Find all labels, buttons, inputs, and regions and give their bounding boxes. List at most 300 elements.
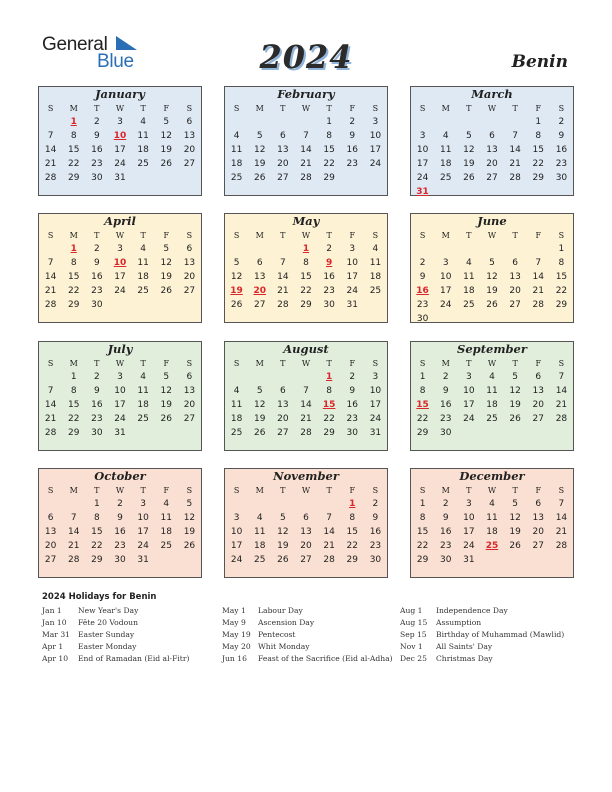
day-cell: 24 — [416, 173, 429, 183]
week-row — [225, 115, 387, 129]
day-cell: 3 — [233, 513, 240, 523]
day-cell: 8 — [326, 131, 332, 141]
day-cell: 4 — [489, 499, 495, 509]
weekday-label: F — [349, 104, 356, 113]
empty-day-cell — [550, 185, 573, 199]
weekday-label: W — [487, 104, 497, 113]
empty-day-cell — [527, 312, 550, 326]
day-cell: 28 — [67, 555, 80, 565]
week-row — [411, 185, 573, 199]
empty-day-cell — [271, 115, 294, 129]
weekday-label: W — [115, 231, 125, 240]
day-cell: 17 — [114, 145, 126, 155]
holiday-date: May 19 — [222, 630, 251, 639]
day-cell: 6 — [186, 117, 193, 127]
day-cell: 7 — [303, 131, 309, 141]
week-row — [225, 143, 387, 157]
day-cell: 15 — [532, 145, 544, 155]
day-cell: 30 — [346, 428, 358, 438]
day-cell: 25 — [439, 173, 452, 183]
weekday-label: T — [466, 231, 472, 240]
day-cell: 27 — [532, 541, 544, 551]
day-cell: 21 — [44, 414, 57, 424]
day-cell: 13 — [300, 527, 312, 537]
week-row — [225, 256, 387, 270]
empty-day-cell — [132, 171, 155, 185]
day-cell: 1 — [558, 244, 565, 254]
holiday-column — [400, 605, 564, 665]
weekday-label: S — [372, 231, 379, 240]
day-cell: 17 — [230, 541, 243, 551]
day-cell: 1 — [535, 117, 542, 127]
weekday-header-row — [225, 229, 387, 242]
day-cell: 29 — [323, 173, 335, 183]
holiday-item — [42, 605, 189, 617]
weekday-label: S — [233, 359, 240, 368]
day-cell: 13 — [253, 272, 266, 282]
day-cell: 18 — [486, 400, 498, 410]
day-cell: 22 — [91, 541, 103, 551]
day-cell: 24 — [346, 286, 358, 296]
week-row — [225, 370, 387, 384]
day-cell: 2 — [442, 372, 449, 382]
holiday-day-cell: 1 — [349, 499, 356, 509]
month-name: February — [277, 87, 335, 101]
holiday-name: Birthday of Muhammad (Mawlid) — [436, 630, 565, 639]
weekday-label: S — [186, 486, 193, 495]
day-cell: 14 — [555, 513, 568, 523]
day-cell: 28 — [300, 428, 312, 438]
empty-day-cell — [62, 497, 85, 511]
weekday-label: S — [233, 486, 240, 495]
holiday-day-cell: 1 — [326, 372, 333, 382]
day-cell: 18 — [137, 272, 149, 282]
empty-day-cell — [225, 497, 248, 511]
day-cell: 20 — [486, 159, 498, 169]
day-cell: 6 — [186, 244, 193, 254]
holiday-date: Apr 10 — [42, 654, 69, 663]
day-cell: 13 — [183, 258, 196, 268]
day-cell: 30 — [369, 555, 382, 565]
day-cell: 14 — [532, 272, 544, 282]
weekday-label: T — [326, 486, 332, 495]
day-cell: 25 — [160, 541, 172, 551]
week-row — [411, 412, 573, 426]
day-cell: 24 — [463, 414, 475, 424]
weekday-label: T — [140, 486, 146, 495]
day-cell: 31 — [114, 428, 126, 438]
weekday-label: S — [47, 231, 54, 240]
weekday-header-row — [411, 357, 573, 370]
holiday-item — [400, 629, 564, 641]
day-cell: 21 — [44, 286, 57, 296]
day-cell: 31 — [346, 300, 358, 310]
day-cell: 29 — [555, 300, 568, 310]
day-cell: 25 — [463, 300, 475, 310]
day-cell: 11 — [486, 386, 498, 396]
holiday-name: Labour Day — [258, 606, 303, 615]
day-cell: 20 — [183, 400, 196, 410]
day-cell: 20 — [509, 286, 521, 296]
day-cell: 5 — [465, 131, 472, 141]
empty-day-cell — [434, 312, 457, 326]
weekday-label: M — [441, 231, 450, 240]
day-cell: 27 — [253, 300, 266, 310]
day-cell: 12 — [160, 131, 172, 141]
day-cell: 9 — [93, 131, 100, 141]
day-cell: 17 — [114, 272, 126, 282]
day-cell: 10 — [230, 527, 243, 537]
week-row — [39, 384, 201, 398]
day-cell: 15 — [67, 400, 80, 410]
day-cell: 2 — [442, 499, 449, 509]
holiday-name: Easter Monday — [78, 642, 137, 651]
weekday-label: S — [372, 486, 379, 495]
day-cell: 14 — [44, 272, 57, 282]
day-cell: 22 — [67, 159, 80, 169]
day-cell: 30 — [323, 300, 335, 310]
holiday-date: Nov 1 — [400, 642, 423, 651]
day-cell: 10 — [369, 386, 382, 396]
holiday-date: Aug 1 — [400, 606, 423, 615]
day-cell: 26 — [509, 414, 521, 424]
day-cell: 26 — [253, 173, 266, 183]
weekday-label: F — [535, 359, 542, 368]
empty-day-cell — [504, 426, 527, 440]
day-cell: 12 — [509, 513, 521, 523]
weekday-label: T — [94, 359, 100, 368]
day-cell: 3 — [465, 372, 472, 382]
day-cell: 2 — [93, 372, 100, 382]
weekday-label: F — [535, 486, 542, 495]
day-cell: 8 — [419, 513, 426, 523]
day-cell: 11 — [369, 258, 382, 268]
holiday-name: Easter Sunday — [78, 630, 135, 639]
empty-day-cell — [434, 242, 457, 256]
week-row — [411, 553, 573, 567]
weekday-label: M — [69, 486, 78, 495]
holiday-item — [42, 617, 189, 629]
day-cell: 7 — [326, 513, 332, 523]
day-cell: 18 — [137, 400, 149, 410]
week-row — [225, 157, 387, 171]
holiday-name: All Saints' Day — [436, 642, 493, 651]
day-cell: 12 — [160, 386, 172, 396]
empty-day-cell — [504, 312, 527, 326]
day-cell: 22 — [300, 286, 312, 296]
day-cell: 26 — [253, 428, 266, 438]
day-cell: 21 — [67, 541, 80, 551]
weekday-label: S — [47, 104, 54, 113]
week-row — [39, 553, 201, 567]
day-cell: 22 — [416, 414, 429, 424]
day-cell: 27 — [509, 300, 521, 310]
month-january — [38, 86, 202, 196]
day-cell: 25 — [230, 173, 243, 183]
week-row — [39, 284, 201, 298]
empty-day-cell — [434, 185, 457, 199]
empty-day-cell — [271, 370, 294, 384]
week-row — [411, 426, 573, 440]
day-cell: 13 — [277, 145, 289, 155]
day-cell: 14 — [67, 527, 80, 537]
weekday-label: M — [69, 231, 78, 240]
day-cell: 7 — [47, 131, 54, 141]
weekday-label: T — [466, 104, 472, 113]
day-cell: 26 — [486, 300, 498, 310]
weekday-label: F — [349, 486, 356, 495]
week-row — [39, 256, 201, 270]
empty-day-cell — [527, 242, 550, 256]
holiday-name: End of Ramadan (Eid al-Fitr) — [78, 654, 190, 663]
day-cell: 20 — [532, 400, 544, 410]
empty-day-cell — [155, 298, 178, 312]
empty-day-cell — [318, 497, 341, 511]
weekday-label: S — [186, 359, 193, 368]
weekday-label: M — [441, 104, 450, 113]
holiday-item — [222, 641, 393, 653]
day-cell: 2 — [349, 117, 356, 127]
weekday-header-row — [39, 484, 201, 497]
day-cell: 5 — [186, 499, 193, 509]
day-cell: 8 — [70, 386, 77, 396]
empty-day-cell — [225, 115, 248, 129]
day-cell: 18 — [369, 272, 382, 282]
week-row — [39, 270, 201, 284]
day-cell: 28 — [323, 555, 335, 565]
weekday-header-row — [411, 484, 573, 497]
weekday-label: T — [280, 359, 286, 368]
day-cell: 8 — [70, 258, 77, 268]
holiday-date: May 20 — [222, 642, 251, 651]
day-cell: 16 — [439, 527, 452, 537]
holiday-item — [222, 617, 393, 629]
day-cell: 12 — [253, 400, 266, 410]
calendar-year-title: 2024 — [259, 38, 353, 76]
day-cell: 28 — [532, 300, 544, 310]
empty-day-cell — [504, 185, 527, 199]
day-cell: 3 — [117, 244, 123, 254]
week-row — [39, 171, 201, 185]
day-cell: 20 — [277, 159, 289, 169]
empty-day-cell — [248, 115, 271, 129]
day-cell: 9 — [93, 258, 100, 268]
day-cell: 29 — [300, 300, 312, 310]
day-cell: 3 — [117, 372, 123, 382]
weekday-header-row — [411, 229, 573, 242]
week-row — [411, 298, 573, 312]
day-cell: 19 — [160, 400, 172, 410]
empty-day-cell — [248, 497, 271, 511]
day-cell: 27 — [277, 173, 289, 183]
weekday-label: T — [326, 359, 332, 368]
weekday-label: S — [558, 359, 565, 368]
holiday-day-cell: 10 — [113, 258, 127, 268]
empty-day-cell — [550, 312, 573, 326]
day-cell: 10 — [346, 258, 358, 268]
day-cell: 25 — [230, 428, 243, 438]
day-cell: 7 — [70, 513, 77, 523]
holiday-name: Ascension Day — [258, 618, 315, 627]
week-row — [39, 539, 201, 553]
day-cell: 21 — [277, 286, 289, 296]
holiday-day-cell: 15 — [322, 400, 336, 410]
day-cell: 16 — [114, 527, 126, 537]
weekday-label: T — [512, 486, 518, 495]
weekday-label: T — [280, 486, 286, 495]
week-row — [39, 525, 201, 539]
day-cell: 23 — [323, 286, 335, 296]
weekday-label: T — [140, 104, 146, 113]
week-row — [39, 511, 201, 525]
holiday-day-cell: 10 — [113, 131, 127, 141]
week-row — [225, 497, 387, 511]
day-cell: 17 — [369, 400, 382, 410]
day-cell: 17 — [369, 145, 382, 155]
day-cell: 24 — [114, 286, 126, 296]
day-cell: 12 — [253, 145, 266, 155]
empty-day-cell — [504, 553, 527, 567]
empty-day-cell — [457, 242, 480, 256]
weekday-label: S — [233, 231, 240, 240]
day-cell: 15 — [323, 145, 335, 155]
week-row — [411, 256, 573, 270]
day-cell: 24 — [463, 541, 475, 551]
day-cell: 24 — [114, 414, 126, 424]
day-cell: 26 — [160, 159, 172, 169]
day-cell: 3 — [117, 117, 123, 127]
empty-day-cell — [39, 242, 62, 256]
week-row — [225, 412, 387, 426]
holiday-date: May 1 — [222, 606, 246, 615]
week-row — [225, 511, 387, 525]
day-cell: 7 — [535, 258, 542, 268]
day-cell: 22 — [323, 159, 335, 169]
day-cell: 30 — [91, 300, 103, 310]
day-cell: 2 — [419, 258, 426, 268]
day-cell: 23 — [369, 541, 382, 551]
day-cell: 19 — [183, 527, 196, 537]
holiday-item — [400, 617, 564, 629]
day-cell: 19 — [486, 286, 498, 296]
empty-day-cell — [294, 370, 317, 384]
day-cell: 4 — [233, 131, 240, 141]
day-cell: 31 — [369, 428, 382, 438]
holiday-item — [42, 629, 189, 641]
day-cell: 19 — [253, 414, 266, 424]
holiday-day-cell: 1 — [70, 117, 77, 127]
day-cell: 12 — [277, 527, 289, 537]
weekday-label: F — [349, 359, 356, 368]
weekday-label: F — [535, 104, 542, 113]
month-name: April — [104, 214, 136, 228]
holiday-day-cell: 19 — [230, 286, 243, 296]
day-cell: 6 — [489, 131, 495, 141]
day-cell: 25 — [369, 286, 382, 296]
day-cell: 25 — [486, 414, 498, 424]
month-name: November — [273, 469, 339, 483]
holiday-item — [42, 653, 189, 665]
day-cell: 7 — [303, 386, 309, 396]
day-cell: 6 — [186, 372, 193, 382]
weekday-label: F — [163, 104, 170, 113]
week-row — [39, 398, 201, 412]
weekday-header-row — [39, 357, 201, 370]
day-cell: 20 — [300, 541, 312, 551]
day-cell: 10 — [114, 386, 126, 396]
week-row — [225, 129, 387, 143]
day-cell: 8 — [535, 131, 542, 141]
holiday-item — [42, 641, 189, 653]
weekday-header-row — [225, 484, 387, 497]
holiday-date: Sep 15 — [400, 630, 427, 639]
day-cell: 5 — [256, 386, 263, 396]
day-cell: 1 — [419, 372, 426, 382]
week-row — [411, 497, 573, 511]
day-cell: 15 — [91, 527, 103, 537]
holiday-date: Jun 16 — [222, 654, 247, 663]
day-cell: 5 — [256, 131, 263, 141]
holiday-date: Mar 31 — [42, 630, 71, 639]
day-cell: 16 — [323, 272, 335, 282]
week-row — [39, 426, 201, 440]
holiday-item — [400, 653, 564, 665]
weekday-label: W — [301, 486, 311, 495]
day-cell: 10 — [416, 145, 429, 155]
week-row — [225, 284, 387, 298]
day-cell: 6 — [535, 499, 542, 509]
empty-day-cell — [132, 298, 155, 312]
empty-day-cell — [434, 115, 457, 129]
day-cell: 11 — [137, 258, 149, 268]
weekday-label: F — [163, 359, 170, 368]
day-cell: 23 — [114, 541, 126, 551]
day-cell: 27 — [183, 414, 196, 424]
weekday-label: S — [372, 359, 379, 368]
holiday-name: Feast of the Sacrifice (Eid al-Adha) — [258, 654, 393, 663]
day-cell: 6 — [256, 258, 263, 268]
day-cell: 17 — [463, 527, 475, 537]
day-cell: 2 — [93, 117, 100, 127]
day-cell: 4 — [140, 372, 146, 382]
day-cell: 2 — [558, 117, 565, 127]
holiday-date: Apr 1 — [42, 642, 64, 651]
day-cell: 12 — [509, 386, 521, 396]
holiday-day-cell: 31 — [416, 187, 429, 197]
day-cell: 8 — [70, 131, 77, 141]
weekday-label: T — [94, 104, 100, 113]
day-cell: 22 — [67, 414, 80, 424]
holiday-name: Assumption — [436, 618, 482, 627]
day-cell: 18 — [253, 541, 266, 551]
day-cell: 6 — [279, 386, 286, 396]
day-cell: 28 — [300, 173, 312, 183]
day-cell: 18 — [230, 159, 243, 169]
day-cell: 30 — [555, 173, 568, 183]
empty-day-cell — [480, 185, 503, 199]
empty-day-cell — [271, 497, 294, 511]
month-february — [224, 86, 388, 196]
day-cell: 11 — [253, 527, 266, 537]
day-cell: 21 — [555, 400, 568, 410]
holiday-date: Dec 25 — [400, 654, 427, 663]
day-cell: 11 — [137, 131, 149, 141]
day-cell: 1 — [326, 117, 332, 127]
weekday-label: F — [163, 486, 170, 495]
day-cell: 26 — [183, 541, 196, 551]
day-cell: 14 — [44, 400, 57, 410]
empty-day-cell — [294, 497, 317, 511]
